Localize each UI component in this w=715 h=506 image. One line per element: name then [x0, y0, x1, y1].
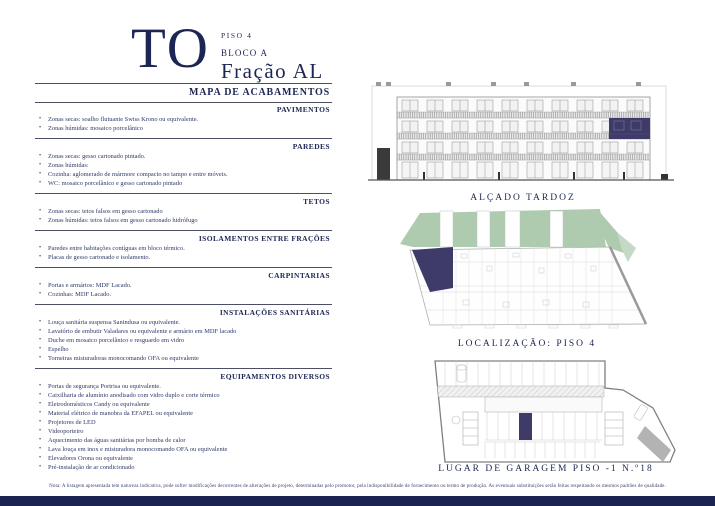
spec-item: • Placas de gesso cartonado e isolamento. [35, 253, 332, 262]
garage-plan-drawing [425, 350, 705, 472]
light-well [485, 397, 602, 412]
spec-list [35, 244, 332, 262]
spec-item: • WC: mosaico porcelânico e gesso cartonado pintado [35, 179, 332, 188]
spec-list [35, 152, 332, 188]
spec-item: • Zonas secas: gesso cartonado pintado. [35, 152, 332, 161]
hatched-band [436, 386, 604, 397]
spec-list [35, 115, 332, 133]
spec-list [35, 382, 332, 472]
garage-plan-svg [425, 350, 705, 472]
section-isolamentos [35, 231, 332, 268]
spec-item: • Duche em mosaico porcelânico e resguardo em vidro [35, 336, 332, 345]
spec-item: • Pré-instalação de ar condicionado [35, 463, 332, 472]
spec-item: • Lavatório de embutir Valadares ou equivalente e armário em MDF lacado [35, 327, 332, 336]
section-title: TETOS [303, 197, 330, 206]
spec-list [35, 318, 332, 363]
section-paredes [35, 139, 332, 194]
page-title: MAPA DE ACABAMENTOS [35, 83, 332, 103]
highlighted-parking-space [519, 413, 532, 440]
highlighted-unit [609, 118, 650, 139]
spec-item: • Elevadores Orona ou equivalente [35, 454, 332, 463]
stair-mass [377, 148, 390, 180]
spec-item: • Zonas secas: soalho flutuante Swiss Krono ou equivalente. [35, 115, 332, 124]
garage-label: LUGAR DE GARAGEM PISO -1 N.º18 [438, 464, 654, 474]
spec-list [35, 207, 332, 225]
floor-plan-label: LOCALIZAÇÃO: PISO 4 [457, 339, 597, 349]
elevation-label: ALÇADO TARDOZ [470, 193, 576, 203]
section-title: ISOLAMENTOS ENTRE FRAÇÕES [198, 234, 330, 243]
spec-item: • Videoporteiro [35, 427, 332, 436]
spec-item: • Zonas húmidas: mosaico porcelânico [35, 124, 332, 133]
spec-item: • Eletrodomésticos Candy ou equivalente [35, 400, 332, 409]
spec-item: • Portas de segurança Portrisa ou equivalente. [35, 382, 332, 391]
spec-item: • Aquecimento das águas sanitárias por bomba de calor [35, 436, 332, 445]
logo-monogram: TO [131, 17, 210, 80]
section-carpintarias [35, 268, 332, 305]
spec-item: • Caixilharia de alumínio anodisado com vidro duplo e corte térmico [35, 391, 332, 400]
spec-item: • Lava louça em inox e misturadora monocomando OFA ou equivalente [35, 445, 332, 454]
section-equipamentos [35, 369, 332, 477]
spec-item: • Torneiras misturadoras monocomando OFA ou equivalente [35, 354, 332, 363]
spec-item: • Zonas húmidas: [35, 161, 332, 170]
section-instalacoes-sanitarias [35, 305, 332, 369]
logo-block [221, 31, 324, 84]
spec-item: • Cozinhas: MDF Lacado. [35, 290, 332, 299]
elevation-svg [368, 66, 674, 196]
elevation-drawing [368, 66, 674, 196]
section-tetos [35, 194, 332, 231]
spec-item: • Material elétrico de manobra da EFAPEL ou equivalente [35, 409, 332, 418]
balcony-ticks [453, 325, 618, 328]
bottom-accent-bar [0, 496, 715, 506]
spec-item: • Espelho [35, 345, 332, 354]
spec-list [35, 281, 332, 299]
section-title: INSTALAÇÕES SANITÁRIAS [219, 308, 330, 317]
block-label: BLOCO A [221, 48, 269, 58]
disclaimer-note: Nota: A listagem apresentada tem natureza indicativa, pode sofrer modificações decorrentes de alterações de projeto, determinadas pelo promotor, pela indisponibilidade de fornecimento ou termo de produção. As eventuais substituições serão feitas respeitando os mesmos padrões de qualidade. [49, 484, 666, 489]
spec-item: • Portas e armários: MDF Lacado. [35, 281, 332, 290]
spec-item: • Zonas secas: tetos falsos em gesso cartonado [35, 207, 332, 216]
section-title: PAREDES [292, 142, 330, 151]
section-pavimentos [35, 102, 332, 139]
roof-vents [376, 82, 641, 86]
section-title: CARPINTARIAS [268, 271, 330, 280]
spec-item: • Zonas húmidas: tetos falsos em gesso cartonado hidrófugo [35, 216, 332, 225]
spec-item: • Projetores de LED [35, 418, 332, 427]
spec-item: • Cozinha: aglomerado de mármore compacto no tampo e entre móveis. [35, 170, 332, 179]
floor-plan-drawing [393, 204, 710, 336]
fraction-label: Fração AL [221, 59, 324, 83]
floor-plan-svg [393, 204, 710, 336]
floor-label: PISO 4 [221, 31, 253, 40]
spec-sections [35, 102, 332, 477]
spec-item: • Paredes entre habitações contíguas em bloco térmico. [35, 244, 332, 253]
spec-item: • Louça sanitária suspensa Sanindusa ou equivalente. [35, 318, 332, 327]
section-title: EQUIPAMENTOS DIVERSOS [220, 372, 330, 381]
section-title: PAVIMENTOS [276, 105, 330, 114]
